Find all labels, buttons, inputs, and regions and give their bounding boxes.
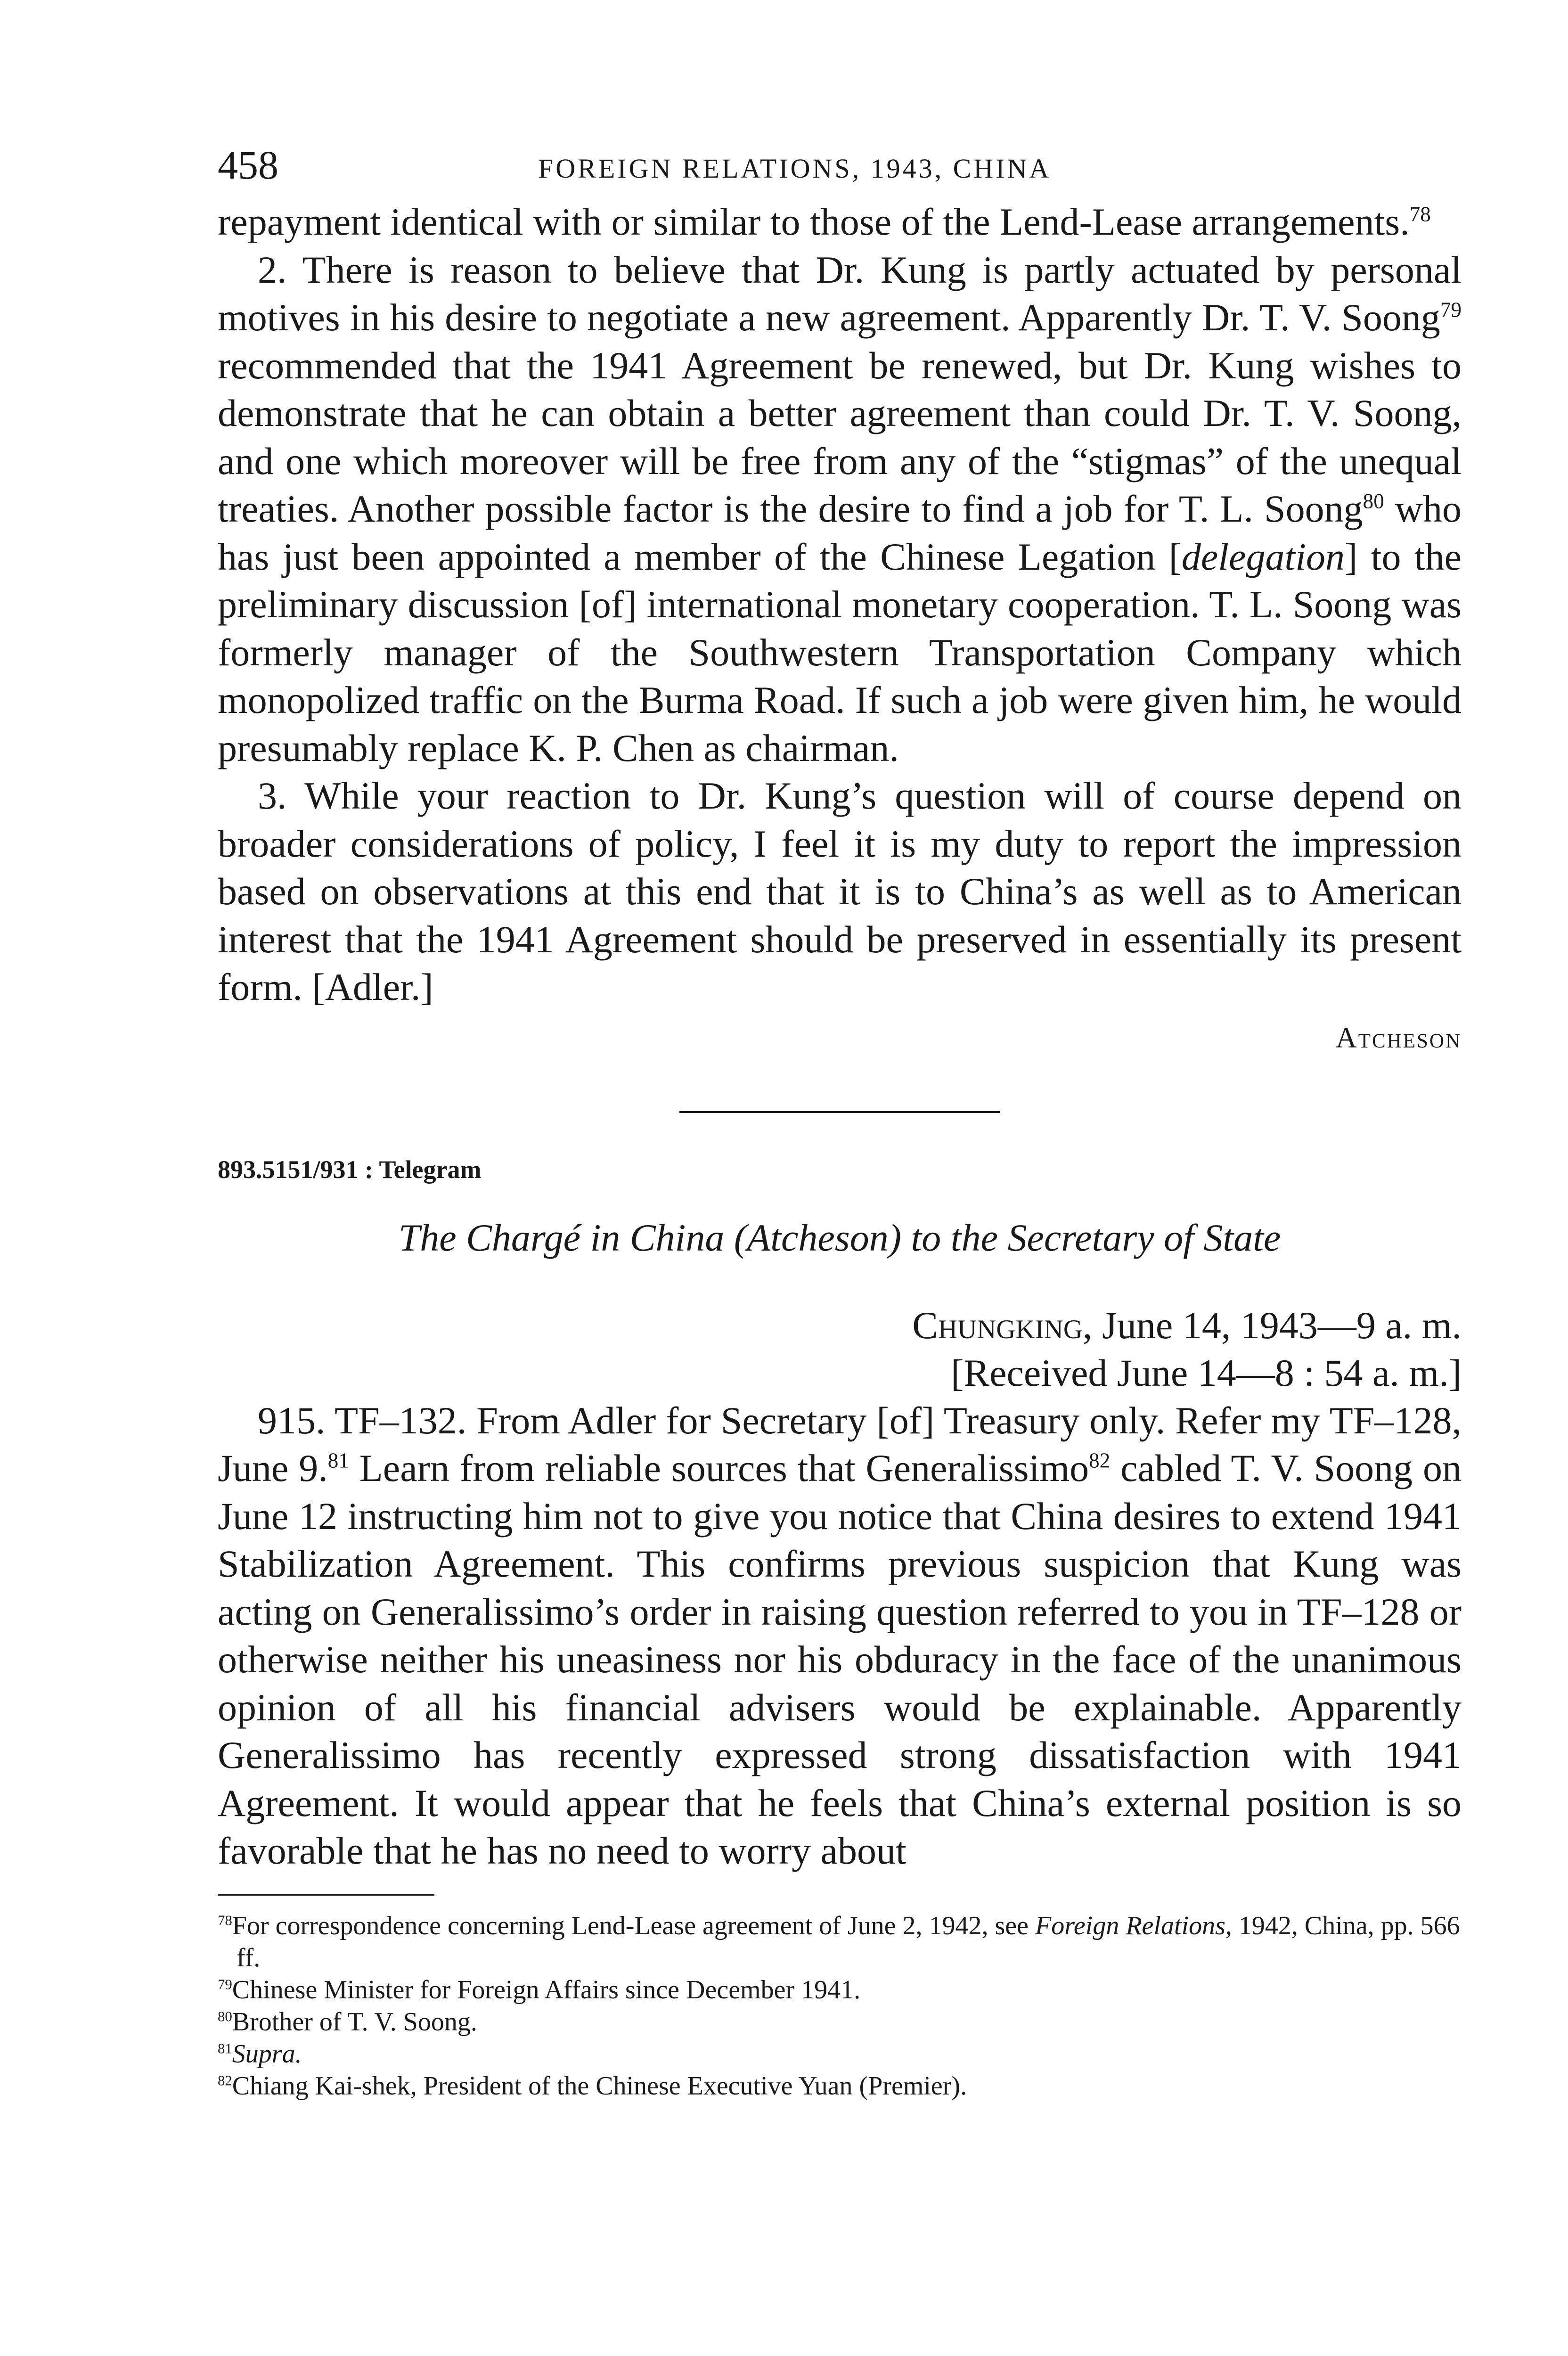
running-head <box>218 141 1462 198</box>
paragraph-2: 2. There is reason to believe that Dr. Kung is partly actuated by personal motives in his desire to negotiate a new agreement. Apparently Dr. T. V. Soong$^{79}$ recommended that the 1941 Agreement be renewed, but Dr. Kung wishes to demonstrate that he can obtain a better agreement than could Dr. T. V. Soong, and one which moreover will be free from any of the “stigmas” of the unequal treaties. Another possible factor is the desire to find a job for T. L. Soong$^{80}$ who has just been appointed a member of the Chinese Legation [delegation] to the preliminary discussion [of] international monetary cooperation. T. L. Soong was formerly manager of the Southwestern Transportation Company which monopolized traffic on the Burma Road. If such a job were given him, he would presumably replace K. P. Chen as chairman. <box>218 248 1462 769</box>
document-title: The Chargé in China (Atcheson) to the Secretary of State <box>398 1216 1281 1259</box>
file-number: 893.5151/931 : Telegram <box>218 1155 482 1184</box>
footnote-80: $^{80}$Brother of T. V. Soong. <box>218 2007 477 2037</box>
footnote-ref-81: 81 <box>327 1448 349 1472</box>
footnote-82: $^{82}$Chiang Kai-shek, President of the Chinese Executive Yuan (Premier). <box>218 2071 967 2101</box>
section-divider <box>679 1111 1000 1113</box>
footnote-ref-79: 79 <box>1440 298 1462 322</box>
top-section <box>218 198 1462 1059</box>
footnote-divider <box>218 1894 434 1896</box>
received-line: [Received June 14—8 : 54 a. m.] <box>951 1351 1462 1394</box>
footnote-ref-82: 82 <box>1089 1448 1111 1472</box>
footnote-78: $^{78}$For correspondence concerning Lend-Lease agreement of June 2, 1942, see Foreign Relations, 1942, China, pp. 566 ff. <box>218 1911 1460 1972</box>
telegram-body <box>218 1397 1462 1875</box>
page-number: 458 <box>218 142 278 188</box>
editorial-correction: delegation <box>1181 535 1345 578</box>
running-title: FOREIGN RELATIONS, 1943, CHINA <box>538 153 1052 184</box>
footnote-79: $^{79}$Chinese Minister for Foreign Affairs since December 1941. <box>218 1975 861 2004</box>
dateline-date: , June 14, 1943—9 a. m. <box>1083 1303 1462 1347</box>
continuation-paragraph: repayment identical with or similar to those of the Lend-Lease arrangements.$^{78}$ <box>218 200 1431 243</box>
dateline <box>218 1301 1462 1349</box>
footnote-81: $^{81}$Supra. <box>218 2039 302 2069</box>
dateline-place: Chungking <box>912 1303 1083 1347</box>
footnotes <box>218 1910 1462 2102</box>
telegram-paragraph: 915. TF–132. From Adler for Secretary [of] Treasury only. Refer my TF–128, June 9.81 Learn from reliable sources that Generalissimo$^{82}$ cabled T. V. Soong on June 12 instructing him not to give you notice that China desires to extend 1941 Stabilization Agreement. This confirms previous suspicion that Kung was acting on Generalissimo’s order in raising question referred to you in TF–128 or otherwise neither his uneasiness nor his obduracy in the face of the unanimous opinion of all his financial advisers would be explainable. Apparently Generalissimo has recently expressed strong dissatisfaction with 1941 Agreement. It would appear that he feels that China’s external position is so favorable that he has no need to worry about <box>218 1399 1462 1872</box>
paragraph-3: 3. While your reaction to Dr. Kung’s question will of course depend on broader considerations of policy, I feel it is my duty to report the impression based on observations at this end that it is to China’s as well as to American interest that the 1941 Agreement should be preserved in essentially its present form. [Adler.] <box>218 774 1462 1008</box>
footnote-ref-78: 78 <box>1409 202 1431 226</box>
signature: Atcheson <box>1335 1022 1462 1054</box>
document-page <box>218 141 1462 2102</box>
footnote-ref-80: 80 <box>1363 489 1384 513</box>
